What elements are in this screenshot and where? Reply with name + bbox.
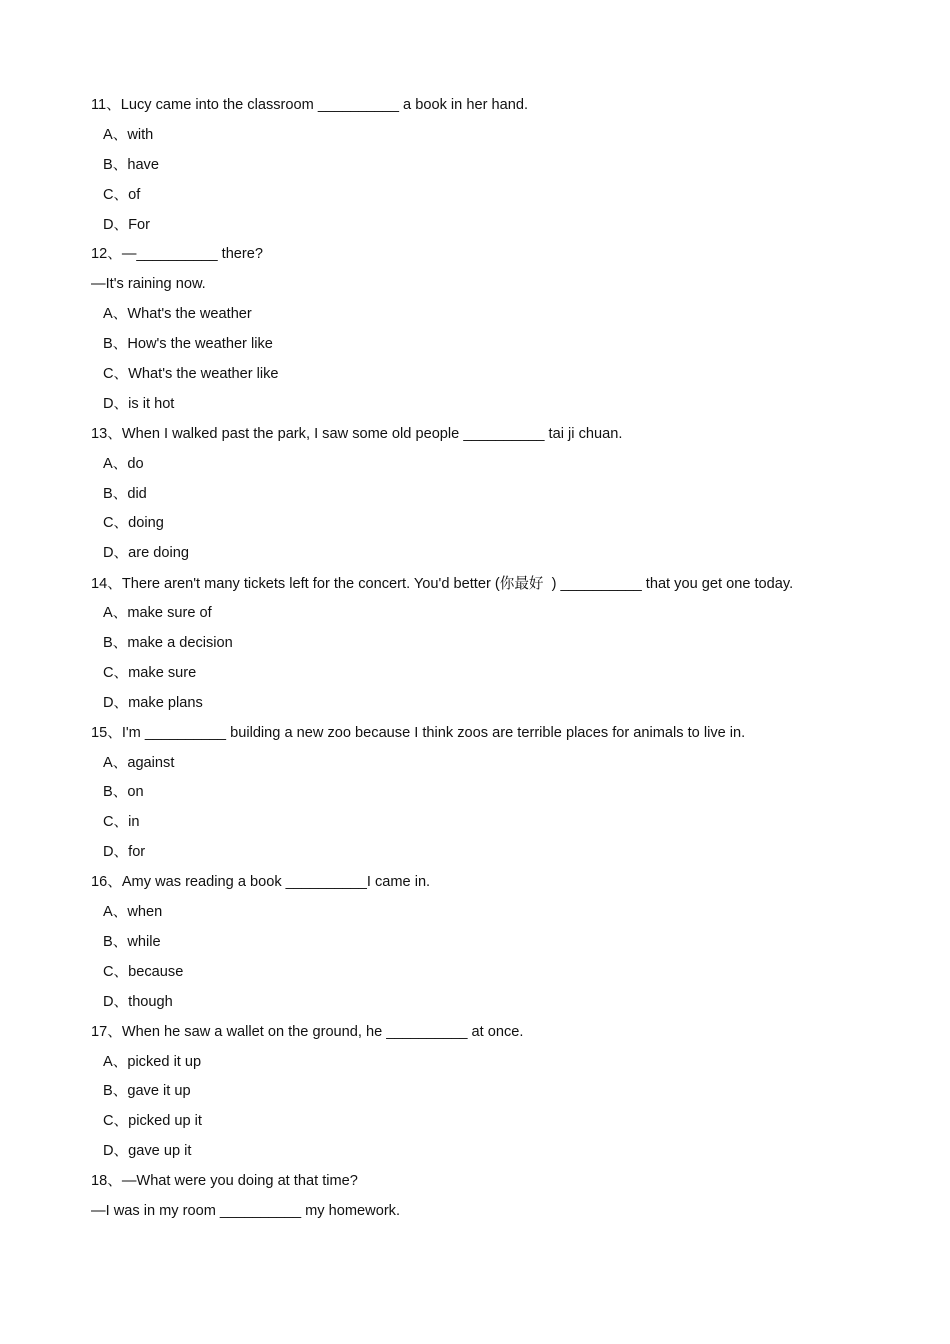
question-16-option-b: B、while: [103, 933, 161, 950]
question-18-response: —I was in my room __________ my homework.: [91, 1202, 401, 1219]
question-17-stem: 17、When he saw a wallet on the ground, he __________ at once.: [91, 1023, 524, 1040]
question-11-option-a: A、with: [103, 126, 154, 143]
question-16-stem: 16、Amy was reading a book __________I came in.: [91, 874, 431, 891]
question-13-option-a: A、do: [103, 455, 144, 472]
question-16-option-c: C、because: [103, 963, 184, 980]
question-15-option-a: A、against: [103, 754, 175, 771]
question-14-option-a: A、make sure of: [103, 605, 212, 622]
question-11-option-d: D、For: [103, 216, 151, 233]
question-15-option-b: B、on: [103, 784, 144, 801]
question-14-option-d: D、make plans: [103, 694, 203, 711]
question-15-option-d: D、for: [103, 844, 146, 861]
question-17-option-a: A、picked it up: [103, 1053, 202, 1070]
question-14-option-c: C、make sure: [103, 664, 197, 681]
question-14-stem-chinese: 你最好: [499, 575, 544, 593]
question-11-stem: 11、Lucy came into the classroom __________ a book in her hand.: [91, 97, 529, 113]
question-17-option-d: D、gave up it: [103, 1143, 192, 1160]
question-17-option-c: C、picked up it: [103, 1113, 202, 1130]
question-14-stem-before: 14、There aren't many tickets left for the concert. You'd better (: [91, 576, 500, 593]
question-16-option-a: A、when: [103, 904, 163, 921]
question-12-stem: 12、—__________ there?: [91, 246, 264, 263]
question-15-stem: 15、I'm __________ building a new zoo because I think zoos are terrible places for animals to live in.: [91, 724, 746, 741]
question-13-option-d: D、are doing: [103, 545, 189, 562]
question-list: [91, 91, 891, 1227]
question-14-stem-after: ) __________ that you get one today.: [543, 576, 794, 593]
question-15-option-c: C、in: [103, 814, 140, 831]
question-16-option-d: D、though: [103, 993, 173, 1010]
question-11-option-b: B、have: [103, 156, 159, 173]
question-13-stem: 13、When I walked past the park, I saw some old people __________ tai ji chuan.: [91, 425, 623, 442]
question-12-response: —It's raining now.: [91, 276, 206, 293]
question-13-option-b: B、did: [103, 485, 147, 502]
question-12-option-b: B、How's the weather like: [103, 336, 273, 353]
question-17-option-b: B、gave it up: [103, 1083, 191, 1100]
question-12-option-a: A、What's the weather: [103, 306, 252, 323]
question-14-stem: [91, 569, 891, 599]
question-11-option-c: C、of: [103, 186, 141, 203]
question-13-option-c: C、doing: [103, 515, 164, 532]
question-12-option-d: D、is it hot: [103, 395, 175, 412]
question-14-option-b: B、make a decision: [103, 635, 233, 652]
question-18-stem: 18、—What were you doing at that time?: [91, 1173, 358, 1190]
question-12-option-c: C、What's the weather like: [103, 366, 279, 383]
